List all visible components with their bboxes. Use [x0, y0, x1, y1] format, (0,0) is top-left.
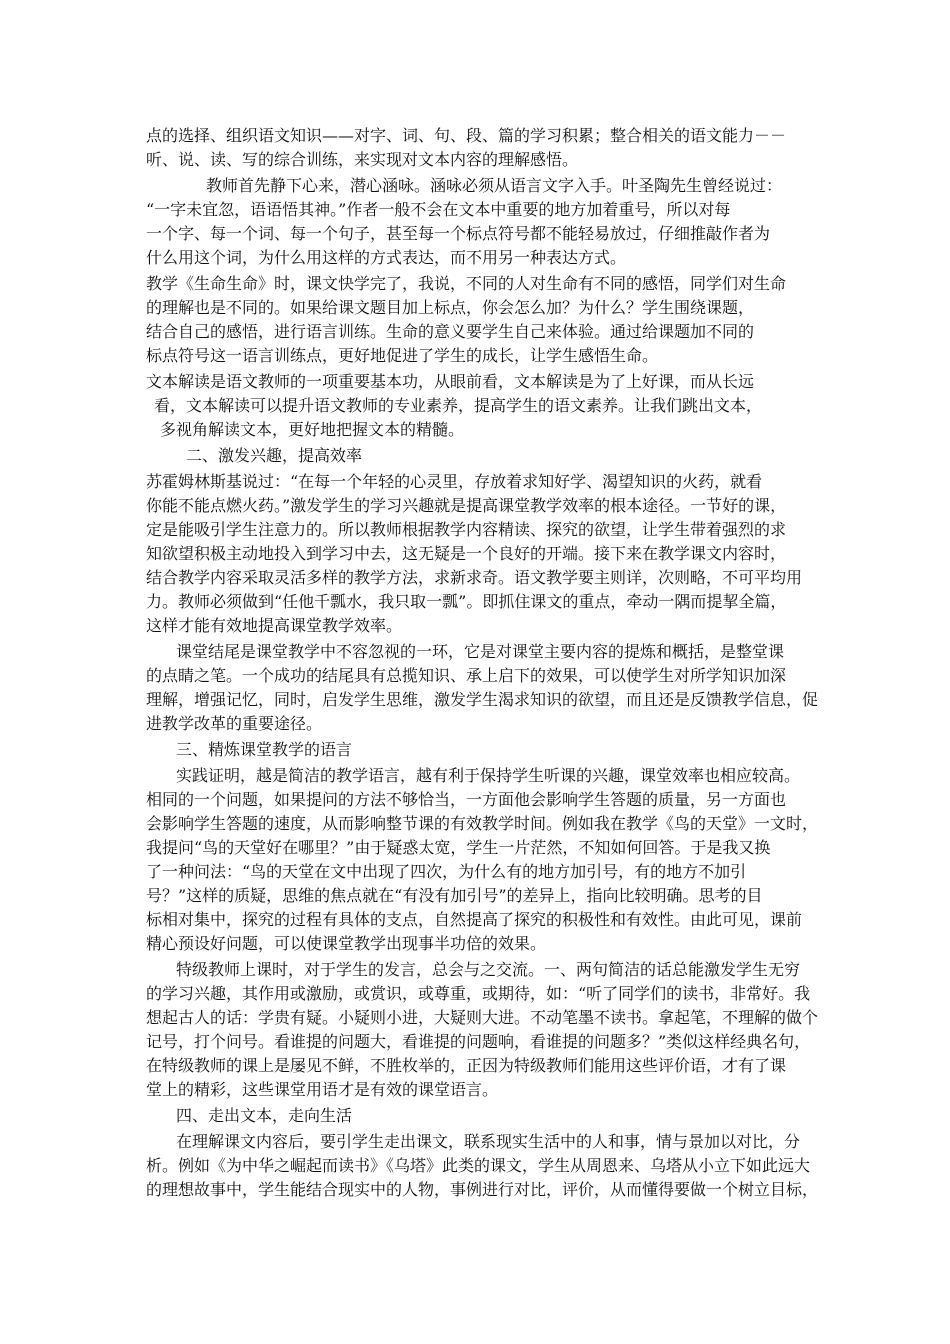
section-heading-2: [146, 444, 822, 468]
paragraph-concise-language: [146, 764, 822, 956]
text-line: 点的选择、组织语文知识——对字、词、句、段、篇的学习积累；整合相关的语文能力－－: [146, 126, 787, 145]
paragraph-go-out: [146, 1130, 822, 1202]
paragraph-interest: [146, 470, 822, 638]
text-line: 精心预设好问题，可以使课堂教学出现事半功倍的效果。: [146, 934, 547, 953]
text-line: 多视角解读文本，更好地把握文本的精髓。: [160, 420, 465, 439]
text-line: 析。例如《为中华之崛起而读书》《乌塔》此类的课文，学生从周恩来、乌塔从小立下如此远大: [146, 1156, 811, 1175]
text-line: 定是能吸引学生注意力的。所以教师根据教学内容精读、探究的欲望，让学生带着强烈的求: [146, 520, 787, 539]
text-line: 课堂结尾是课堂教学中不容忽视的一环，它是对课堂主要内容的提炼和概括，是整堂课: [176, 642, 785, 661]
paragraph-immersion: [146, 174, 822, 270]
document-body: [146, 124, 822, 1204]
paragraph-continuation: [146, 124, 822, 172]
text-line: 的学习兴趣，其作用或激励，或赏识，或尊重，或期待，如：“听了同学们的读书，非常好。我: [146, 984, 811, 1003]
text-line: 的点睛之笔。一个成功的结尾具有总揽知识、承上启下的效果，可以使学生对所学知识加深: [146, 666, 787, 685]
text-line: 力。教师必须做到“任他千瓢水，我只取一瓢”。即抓住课文的重点，牵动一隅而提挈全篇，: [146, 592, 787, 611]
text-line: 教学《生命生命》时，课文快学完了，我说，不同的人对生命有不同的感悟，同学们对生命: [146, 274, 787, 293]
text-line: 这样才能有效地提高课堂教学效率。: [146, 616, 403, 635]
text-line: 相同的一个问题，如果提问的方法不够恰当，一方面他会影响学生答题的质量，另一方面也: [146, 790, 787, 809]
text-line: 在特级教师的课上是屡见不鲜，不胜枚举的，正因为特级教师们能用这些评价语，才有了课: [146, 1056, 787, 1075]
text-line: 在理解课文内容后，要引学生走出课文，联系现实生活中的人和事，情与景加以对比，分: [176, 1132, 801, 1151]
text-line: 知欲望积极主动地投入到学习中去，这无疑是一个良好的开端。接下来在教学课文内容时，: [146, 544, 787, 563]
text-line: 苏霍姆林斯基说过：“在每一个年轻的心灵里，存放着求知好学、渴望知识的火药，就看: [146, 472, 763, 491]
text-line: 结合自己的感悟，进行语言训练。生命的意义要学生自己来体验。通过给课题加不同的: [146, 322, 755, 341]
paragraph-lesson-ending: [146, 640, 822, 736]
text-line: 结合教学内容采取灵活多样的教学方法，求新求奇。语文教学要主则详，次则略，不可平均用: [146, 568, 803, 587]
text-line: 标相对集中，探究的过程有具体的支点，自然提高了探究的积极性和有效性。由此可见，课前: [146, 910, 803, 929]
paragraph-special-teacher: [146, 958, 822, 1102]
text-line: 教师首先静下心来，潜心涵咏。涵咏必须从语言文字入手。叶圣陶先生曾经说过：: [206, 176, 783, 195]
text-line: 我提问“鸟的天堂好在哪里？”由于疑惑太宽，学生一片茫然，不知如何回答。于是我又换: [146, 838, 771, 857]
text-line: 听、说、读、写的综合训练，来实现对文本内容的理解感悟。: [146, 150, 579, 169]
text-line: 你能不能点燃火药。”激发学生的学习兴趣就是提高课堂教学效率的根本途径。一节好的课，: [146, 496, 787, 515]
text-line: 特级教师上课时，对于学生的发言，总会与之交流。一、两句简洁的话总能激发学生无穷: [176, 960, 801, 979]
text-line: 理解，增强记忆，同时，启发学生思维，激发学生渴求知识的欲望，而且还是反馈教学信息，促: [146, 690, 819, 709]
text-line: 记号，打个问号。看谁提的问题大，看谁提的问题响，看谁提的问题多？”类似这样经典名句，: [146, 1032, 811, 1051]
text-line: 实践证明，越是简洁的教学语言，越有利于保持学生听课的兴趣，课堂效率也相应较高。: [176, 766, 801, 785]
text-line: 标点符号这一语言训练点，更好地促进了学生的成长，让学生感悟生命。: [146, 346, 659, 365]
paragraph-life-example: [146, 272, 822, 368]
text-line: 进教学改革的重要途径。: [146, 714, 323, 733]
text-line: 堂上的精彩，这些课堂用语才是有效的课堂语言。: [146, 1080, 499, 1099]
text-line: 一个字、每一个词、每一个句子，甚至每一个标点符号都不能轻易放过，仔细推敲作者为: [146, 224, 771, 243]
text-line: 了一种问法：“鸟的天堂在文中出现了四次，为什么有的地方加引号，有的地方不加引: [146, 862, 747, 881]
heading-text: 四、走出文本，走向生活: [176, 1106, 353, 1125]
text-line: “一字未宜忽，语语悟其神。”作者一般不会在文本中重要的地方加着重号，所以对每: [146, 200, 731, 219]
text-line: 什么用这个词，为什么用这样的方式表达，而不用另一种表达方式。: [146, 248, 627, 267]
text-line: 想起古人的话：学贵有疑。小疑则小进，大疑则大进。不动笔墨不读书。拿起笔，不理解的做个: [146, 1008, 819, 1027]
heading-text: 二、激发兴趣，提高效率: [186, 446, 363, 465]
text-line: 号？”这样的质疑，思维的焦点就在“有没有加引号”的差异上，指向比较明确。思考的目: [146, 886, 763, 905]
section-heading-3: [146, 738, 822, 762]
text-line: 文本解读是语文教师的一项重要基本功，从眼前看，文本解读是为了上好课，而从长远: [146, 372, 755, 391]
text-line: 的理想故事中，学生能结合现实中的人物，事例进行对比，评价，从而懂得要做一个树立目标，: [146, 1180, 819, 1199]
section-heading-4: [146, 1104, 822, 1128]
heading-text: 三、精炼课堂教学的语言: [176, 740, 353, 759]
text-line: 看，文本解读可以提升语文教师的专业素养，提高学生的语文素养。让我们跳出文本，: [154, 396, 763, 415]
text-line: 会影响学生答题的速度，从而影响整节课的有效教学时间。例如我在教学《鸟的天堂》一文时，: [146, 814, 819, 833]
paragraph-text-reading: [146, 370, 822, 442]
text-line: 的理解也是不同的。如果给课文题目加上标点，你会怎么加？为什么？学生围绕课题，: [146, 298, 755, 317]
